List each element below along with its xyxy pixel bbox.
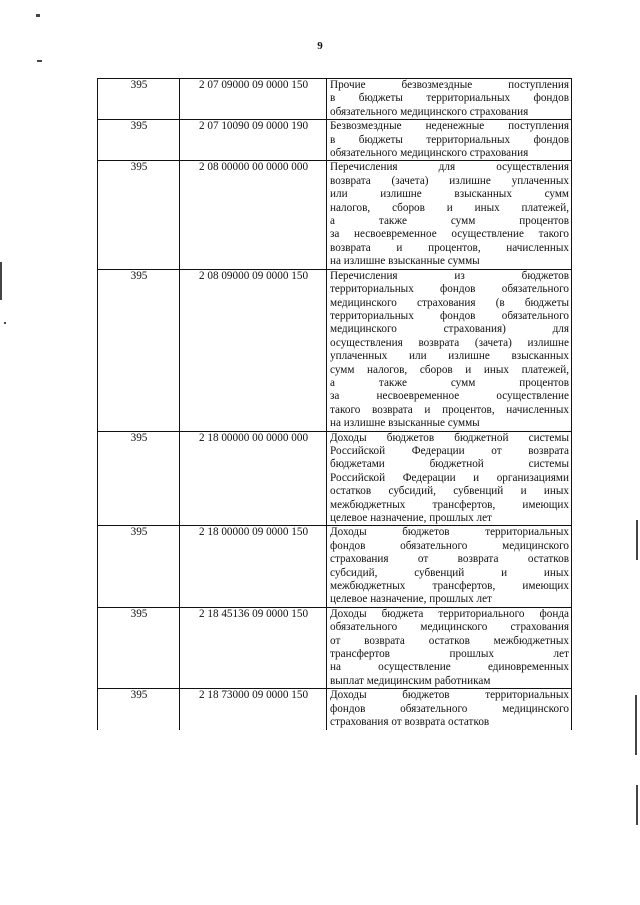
page-number: 9 xyxy=(317,40,323,52)
revenue-name-cell xyxy=(327,269,572,431)
name-line: от возврата остатков межбюджетных xyxy=(330,634,569,647)
name-line: за несвоевременное осуществление xyxy=(330,390,569,403)
name-line: Прочие безвозмездные поступления xyxy=(330,79,569,91)
revenue-name-cell xyxy=(327,79,572,120)
revenue-code-cell: 2 08 00000 00 0000 000 xyxy=(180,161,327,269)
table-row xyxy=(98,269,572,431)
scan-mark-right-edge-3 xyxy=(636,785,638,825)
admin-code-cell: 395 xyxy=(98,120,180,161)
name-line: на излишне взысканные суммы xyxy=(330,255,480,268)
name-line: Доходы бюджетов бюджетной системы xyxy=(330,431,569,444)
name-line: выплат медицинским работникам xyxy=(330,674,491,687)
name-line: трансфертов прошлых лет xyxy=(330,648,569,661)
name-line: страхования от возврата остатков xyxy=(330,553,569,566)
name-line: медицинского страхования) для xyxy=(330,323,569,336)
admin-code-cell: 395 xyxy=(98,689,180,730)
revenue-code-cell: 2 07 09000 09 0000 150 xyxy=(180,79,327,120)
scan-mark-top-left-2 xyxy=(37,60,42,62)
revenue-code-cell: 2 18 00000 00 0000 000 xyxy=(180,431,327,526)
revenue-name-cell xyxy=(327,161,572,269)
revenue-code-cell: 2 08 09000 09 0000 150 xyxy=(180,269,327,431)
revenue-name-cell xyxy=(327,689,572,730)
name-line: медицинского страхования (в бюджеты xyxy=(330,296,569,309)
name-line: Доходы бюджетов территориальных xyxy=(330,689,569,702)
name-line: страхования от возврата остатков xyxy=(330,716,490,729)
admin-code-cell: 395 xyxy=(98,79,180,120)
name-line: возврата (зачета) излишне уплаченных xyxy=(330,174,569,187)
name-line: на осуществление единовременных xyxy=(330,661,569,674)
scan-mark-right-edge-1 xyxy=(636,520,638,560)
revenue-name-cell xyxy=(327,120,572,161)
admin-code-cell: 395 xyxy=(98,526,180,607)
scan-mark-left-edge xyxy=(0,262,2,300)
name-line: за несвоевременное осуществление такого xyxy=(330,228,569,241)
name-line: субсидий, субвенций и иных xyxy=(330,566,569,579)
table-row xyxy=(98,526,572,607)
name-line: на излишне взысканные суммы xyxy=(330,417,480,430)
scan-mark-top-left xyxy=(36,14,40,17)
name-line: Безвозмездные неденежные поступления xyxy=(330,120,569,133)
table-body xyxy=(98,79,572,730)
revenue-name-cell xyxy=(327,431,572,526)
scan-mark-right-edge-2 xyxy=(635,695,637,755)
table-row xyxy=(98,431,572,526)
name-line: в бюджеты территориальных фондов xyxy=(330,92,569,105)
revenue-name-cell xyxy=(327,526,572,607)
revenue-code-cell: 2 07 10090 09 0000 190 xyxy=(180,120,327,161)
revenue-code-cell: 2 18 00000 09 0000 150 xyxy=(180,526,327,607)
admin-code-cell: 395 xyxy=(98,269,180,431)
table-row xyxy=(98,607,572,688)
name-line: Перечисления для осуществления xyxy=(330,161,569,174)
name-line: обязательного медицинского страхования xyxy=(330,147,529,160)
name-line: фондов обязательного медицинского xyxy=(330,539,569,552)
name-line: Российской Федерации от возврата xyxy=(330,444,569,457)
name-line: а также сумм процентов xyxy=(330,215,569,228)
name-line: территориальных фондов обязательного xyxy=(330,283,569,296)
revenue-code-cell: 2 18 73000 09 0000 150 xyxy=(180,689,327,730)
budget-codes-table xyxy=(97,78,572,730)
name-line: обязательного медицинского страхования xyxy=(330,105,529,118)
name-line: Российской Федерации и организациями xyxy=(330,471,569,484)
name-line: Доходы бюджета территориального фонда xyxy=(330,607,569,620)
table-row xyxy=(98,79,572,120)
revenue-name-cell xyxy=(327,607,572,688)
table-row xyxy=(98,689,572,730)
name-line: а также сумм процентов xyxy=(330,376,569,389)
table-row xyxy=(98,161,572,269)
admin-code-cell: 395 xyxy=(98,431,180,526)
name-line: Доходы бюджетов территориальных xyxy=(330,526,569,539)
revenue-code-cell: 2 18 45136 09 0000 150 xyxy=(180,607,327,688)
name-line: такого возврата и процентов, начисленных xyxy=(330,403,569,416)
name-line: фондов обязательного медицинского xyxy=(330,702,569,715)
name-line: целевое назначение, прошлых лет xyxy=(330,593,492,606)
name-line: сумм налогов, сборов и иных платежей, xyxy=(330,363,569,376)
table-row xyxy=(98,120,572,161)
name-line: в бюджеты территориальных фондов xyxy=(330,133,569,146)
name-line: обязательного медицинского страхования xyxy=(330,621,569,634)
name-line: уплаченных или излишне взысканных xyxy=(330,350,569,363)
admin-code-cell: 395 xyxy=(98,161,180,269)
name-line: возврата и процентов, начисленных xyxy=(330,241,569,254)
name-line: осуществления возврата (зачета) излишне xyxy=(330,336,569,349)
name-line: целевое назначение, прошлых лет xyxy=(330,512,492,524)
name-line: Перечисления из бюджетов xyxy=(330,269,569,282)
name-line: территориальных фондов обязательного xyxy=(330,309,569,322)
name-line: налогов, сборов и иных платежей, xyxy=(330,201,569,214)
admin-code-cell: 395 xyxy=(98,607,180,688)
name-line: бюджетами бюджетной системы xyxy=(330,458,569,471)
name-line: остатков субсидий, субвенций и иных xyxy=(330,485,569,498)
name-line: межбюджетных трансфертов, имеющих xyxy=(330,498,569,511)
name-line: межбюджетных трансфертов, имеющих xyxy=(330,580,569,593)
name-line: или излишне взысканных сумм xyxy=(330,188,569,201)
scan-mark-left-dot xyxy=(4,322,6,324)
